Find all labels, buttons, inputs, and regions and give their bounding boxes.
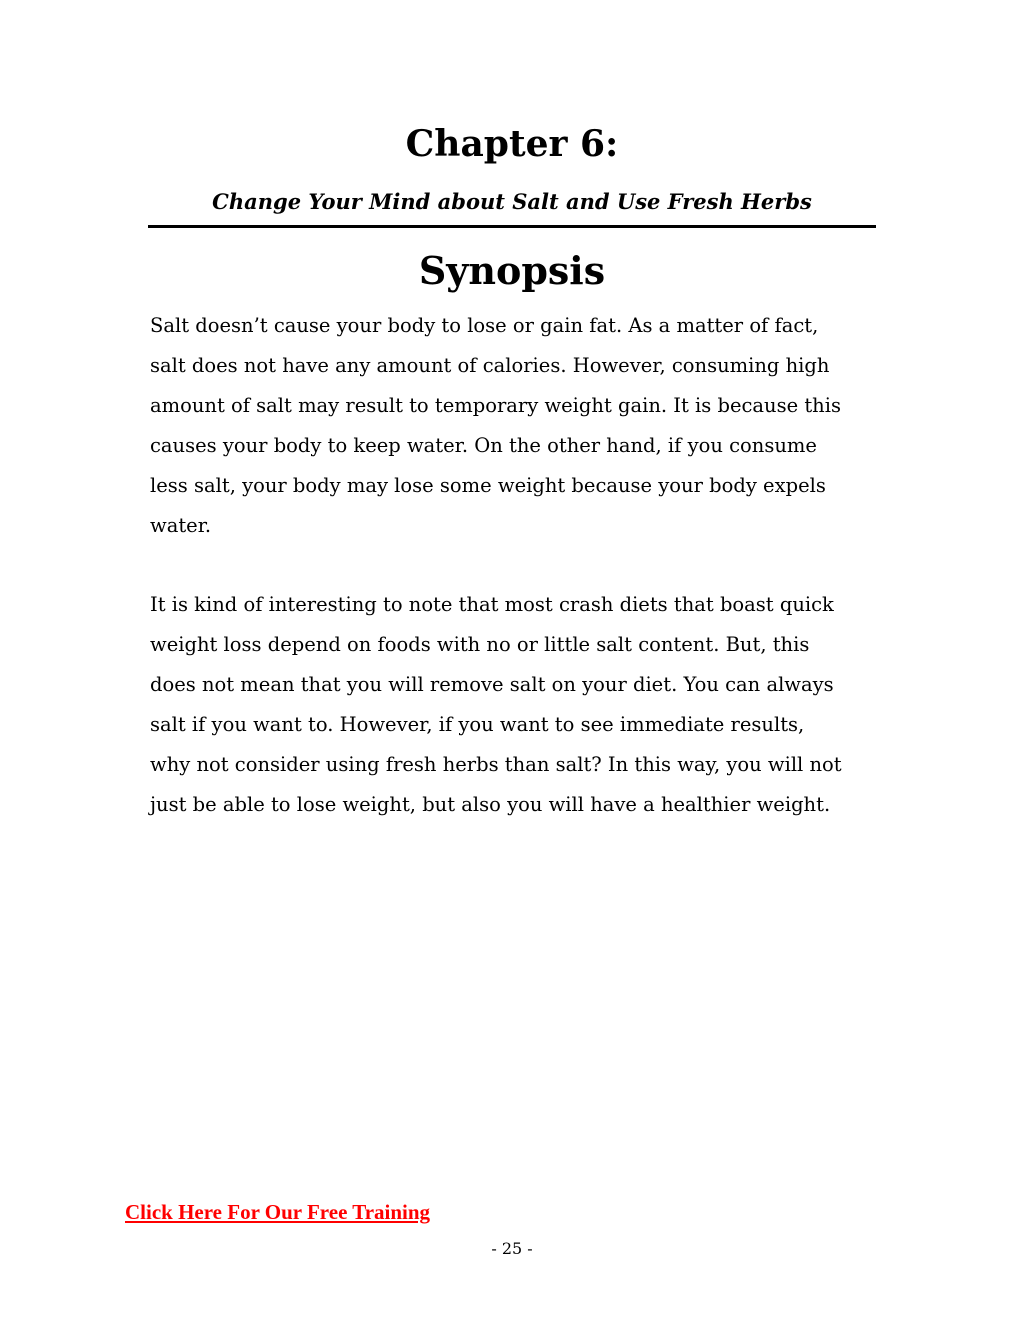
paragraph-line: less salt, your body may lose some weight because your body expels <box>150 474 826 497</box>
paragraph-line: weight loss depend on foods with no or little salt content. But, this <box>150 633 810 656</box>
paragraph-line: just be able to lose weight, but also you will have a healthier weight. <box>150 793 831 816</box>
free-training-link[interactable]: Click Here For Our Free Training <box>125 1200 431 1224</box>
paragraph-line: salt if you want to. However, if you want to see immediate results, <box>150 713 805 736</box>
paragraph-1 <box>150 306 890 546</box>
paragraph-line: Salt doesn’t cause your body to lose or gain fat. As a matter of fact, <box>150 314 819 337</box>
paragraph-line: causes your body to keep water. On the other hand, if you consume <box>150 434 817 457</box>
paragraph-line: water. <box>150 514 212 537</box>
paragraph-line: why not consider using fresh herbs than salt? In this way, you will not <box>150 753 842 776</box>
paragraph-line: It is kind of interesting to note that most crash diets that boast quick <box>150 593 834 616</box>
paragraph-line: salt does not have any amount of calories. However, consuming high <box>150 354 830 377</box>
paragraph-2 <box>150 585 890 825</box>
title-divider <box>148 225 876 228</box>
paragraph-line: does not mean that you will remove salt on your diet. You can always <box>150 673 834 696</box>
paragraph-line: amount of salt may result to temporary weight gain. It is because this <box>150 394 841 417</box>
page-number: - 25 - <box>491 1239 533 1258</box>
chapter-subtitle: Change Your Mind about Salt and Use Fresh Herbs <box>212 189 812 214</box>
chapter-title: Chapter 6: <box>405 123 619 165</box>
section-title: Synopsis <box>418 248 606 293</box>
